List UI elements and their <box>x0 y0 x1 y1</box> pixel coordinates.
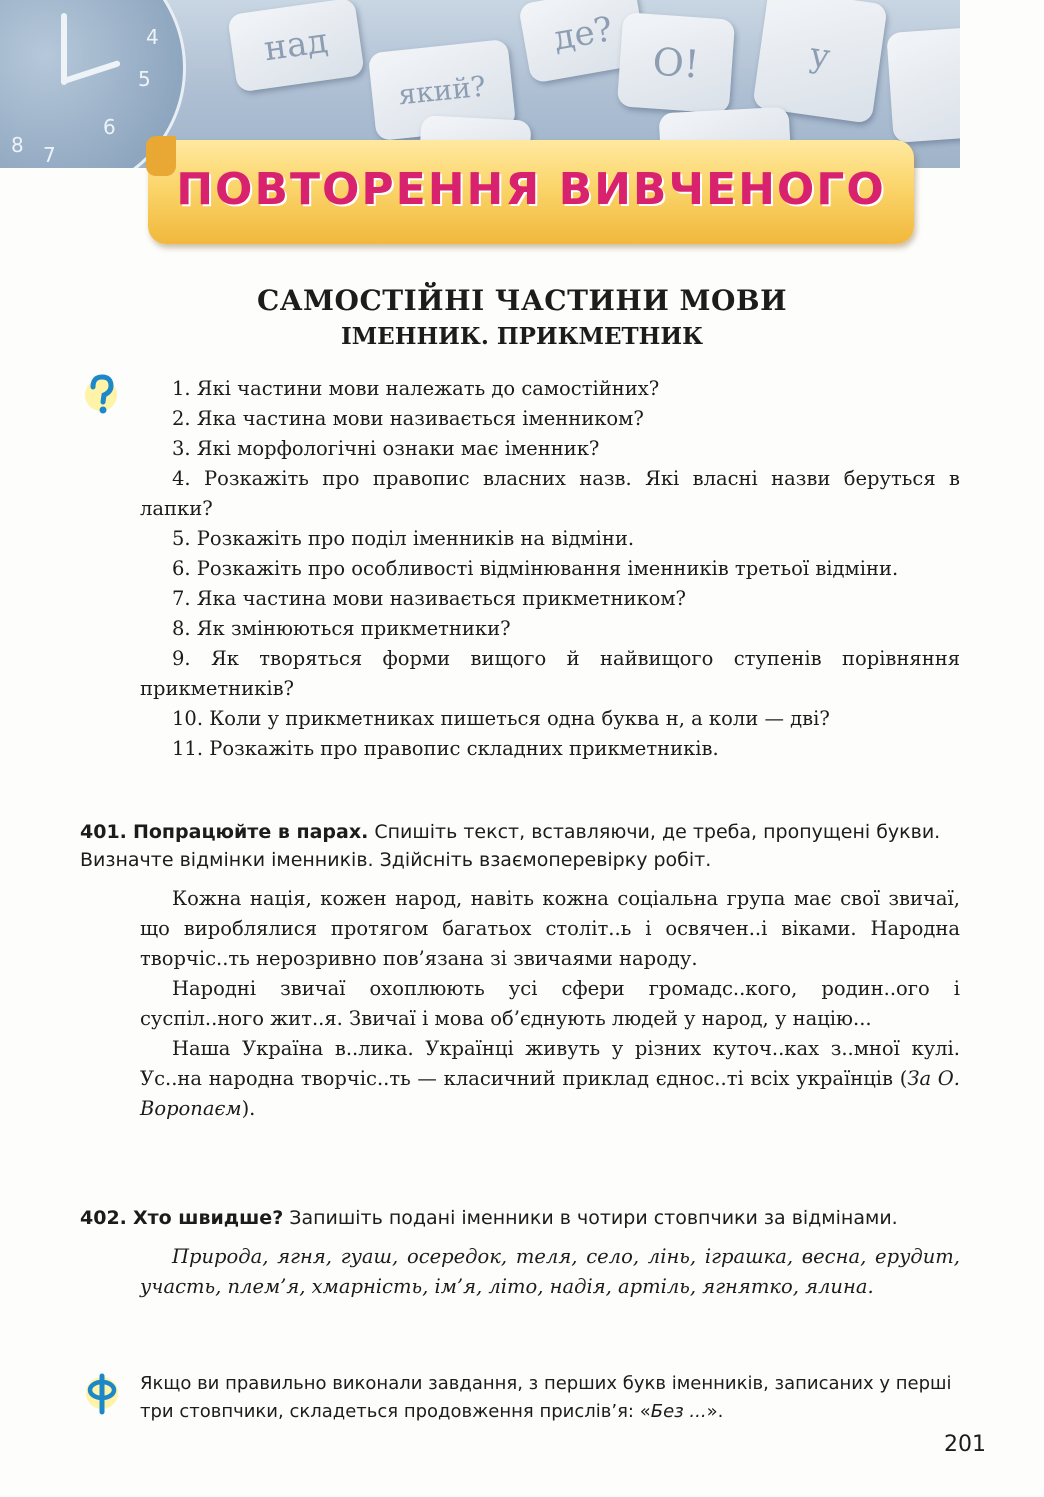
question-item: 11. Розкажіть про правопис складних прикметників. <box>172 737 719 760</box>
page-number: 201 <box>944 1432 986 1457</box>
note-body: Якщо ви правильно виконали завдання, з перших букв іменників, записаних у перші три стовпчики, складеться продовження прислів’я: « <box>140 1373 952 1422</box>
exercise-word-list: Природа, ягня, гуаш, осередок, теля, село, лінь, іграшка, весна, ерудит, участь, плем’я, хмарність, ім’я, літо, надія, артіль, ягнятко, ялина. <box>140 1245 960 1298</box>
puzzle-piece <box>617 12 735 114</box>
puzzle-word: О! <box>651 39 701 87</box>
question-item: 2. Яка частина мови називається іменником? <box>172 407 644 430</box>
exercise-paragraph-text: Наша Україна в..лика. Українці живуть у різних куточ..ках з..мної кулі. Ус..на народна творчіс..ть — класичний приклад єднос..ті всіх українців <box>140 1037 960 1090</box>
clock-hand <box>61 13 67 85</box>
exercise-paragraph: Народні звичаї охоплюють усі сфери громадс..кого, родин..ого і суспіл..ного жит..я. Звичаї і мова об’єднують людей у народ, у націю... <box>140 977 960 1030</box>
source-bracket: ( <box>899 1067 908 1090</box>
clock-number: 7 <box>43 143 56 167</box>
puzzle-word: який? <box>396 69 488 111</box>
source-citation: За О. Воропаєм <box>140 1067 960 1120</box>
question-item: 8. Як змінюються прикметники? <box>172 617 511 640</box>
question-list <box>140 374 960 764</box>
section-subheading: ІМЕННИК. ПРИКМЕТНИК <box>340 323 704 350</box>
clock-number: 6 <box>103 115 116 139</box>
source-bracket: ). <box>241 1097 256 1120</box>
question-item: 10. Коли у прикметниках пишеться одна буква н, а коли — дві? <box>172 707 830 730</box>
clock-number: 4 <box>146 25 159 49</box>
clock-number: 5 <box>138 67 151 91</box>
note-end: ». <box>706 1401 724 1422</box>
exercise-task: Спишіть текст, вставляючи, де треба, пропущені букви. Визначте відмінки іменників. Здійсніть взаємоперевірку робіт. <box>80 821 941 871</box>
puzzle-piece <box>886 27 960 143</box>
puzzle-piece <box>227 0 365 93</box>
exercise-paragraph <box>80 1034 960 1124</box>
exercise-header <box>80 818 960 874</box>
exercise-401 <box>80 818 960 1124</box>
puzzle-word: де? <box>550 9 616 59</box>
exercise-title: Хто швидше? <box>132 1207 284 1229</box>
note-block <box>140 1370 962 1426</box>
note-text <box>140 1370 962 1426</box>
question-item: 3. Які морфологічні ознаки має іменник? <box>172 437 600 460</box>
question-item: 1. Які частини мови належать до самостійних? <box>172 377 660 400</box>
exercise-task: Запишіть подані іменники в чотири стовпчики за відмінами. <box>289 1207 898 1229</box>
clock-hand <box>60 60 121 85</box>
question-item: 7. Яка частина мови називається прикметником? <box>172 587 686 610</box>
exercise-402 <box>80 1204 960 1302</box>
clock-number: 8 <box>11 133 24 157</box>
question-item: 9. Як творяться форми вищого й найвищого ступенів порівняння прикметників? <box>140 647 960 700</box>
puzzle-word: над <box>261 20 331 70</box>
exercise-header <box>80 1204 960 1232</box>
exercise-number: 402. <box>80 1207 127 1229</box>
letter-f-icon <box>84 1370 120 1416</box>
question-item: 4. Розкажіть про правопис власних назв. Які власні назви беруться в лапки? <box>140 467 960 520</box>
title-banner <box>148 140 914 244</box>
exercise-paragraph: Кожна нація, кожен народ, навіть кожна соціальна група має свої звичаї, що вироблялися протягом багатьох століт..ь і освячен..і віками. Народна творчіс..ть нерозривно пов’язана зі звичаями народу. <box>140 887 960 970</box>
puzzle-word: у <box>807 34 833 78</box>
puzzle-piece <box>752 0 888 124</box>
question-item: 6. Розкажіть про особливості відмінювання іменників третьої відміни. <box>172 557 899 580</box>
question-mark-icon <box>84 372 118 418</box>
exercise-number: 401. <box>80 821 127 843</box>
exercise-title: Попрацюйте в парах. <box>132 821 369 843</box>
question-item: 5. Розкажіть про поділ іменників на відміни. <box>172 527 635 550</box>
page-title: ПОВТОРЕННЯ ВИВЧЕНОГО <box>176 164 886 215</box>
section-heading: САМОСТІЙНІ ЧАСТИНИ МОВИ <box>256 284 788 317</box>
note-proverb: Без ... <box>650 1401 707 1422</box>
